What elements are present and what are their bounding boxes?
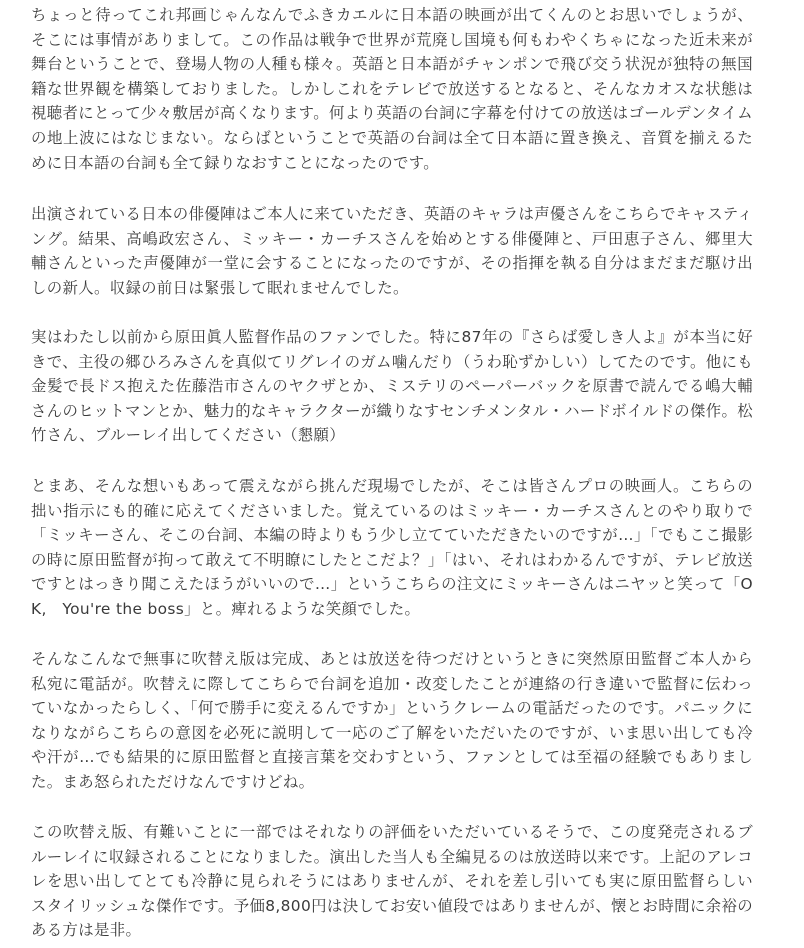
paragraph-director-fan: 実はわたし以前から原田眞人監督作品のファンでした。特に87年の『さらば愛しき人よ』が本当に好きで、主役の郷ひろみさんを真似てリグレイのガム噛んだり（うわ恥ずかしい）してたのです。他にも金髪で長ドス抱えた佐藤浩市さんのヤクザとか、ミステリのペーパーバックを原書で読んでる嶋大輔さんのヒットマンとか、魅力的なキャラクターが織りなすセンチメンタル・ハードボイルドの傑作。松竹さん、ブルーレイ出してください（懇願） [31, 328, 753, 445]
paragraph-intro: ちょっと待ってこれ邦画じゃんなんでふきカエルに日本語の映画が出てくんのとお思いでしょうが、そこには事情がありまして。この作品は戦争で世界が荒廃し国境も何もわやくちゃになった近未来が舞台ということで、登場人物の人種も様々。英語と日本語がチャンポンで飛び交う状況が独特の無国籍な世界観を構築しておりました。しかしこれをテレビで放送するとなると、そんなカオスな状態は視聴者にとって少々敷居が高くなります。何より英語の台詞に字幕を付けての放送はゴールデンタイムの地上波にはなじまない。ならばということで英語の台詞は全て日本語に置き換え、音質を揃えるために日本語の台詞も全て録りなおすことになったのです。 [31, 6, 753, 172]
paragraph-director-call: そんなこんなで無事に吹替え版は完成、あとは放送を待つだけというときに突然原田監督ご本人から私宛に電話が。吹替えに際してこちらで台詞を追加・改変したことが連絡の行き違いで監督に伝わっていなかったらしく、「何で勝手に変えるんですか」というクレームの電話だったのです。パニックになりながらこちらの意図を必死に説明して一応のご了解をいただいたのですが、いま思い出しても冷や汗が…でも結果的に原田監督と直接言葉を交わすという、ファンとしては至福の経験でもありました。まあ怒られただけなんですけどね。 [31, 650, 753, 791]
paragraph-casting: 出演されている日本の俳優陣はご本人に来ていただき、英語のキャラは声優さんをこちらでキャスティング。結果、高嶋政宏さん、ミッキー・カーチスさんを始めとする俳優陣と、戸田恵子さん、郷里大輔さんといった声優陣が一堂に会することになったのですが、その指揮を執る自分はまだまだ駆け出しの新人。収録の前日は緊張して眠れませんでした。 [31, 205, 753, 297]
paragraph-recording-session: とまあ、そんな想いもあって震えながら挑んだ現場でしたが、そこは皆さんプロの映画人。こちらの拙い指示にも的確に応えてくださいました。覚えているのはミッキー・カーチスさんとのやり取りで「ミッキーさん、そこの台詞、本編の時よりもう少し立てていただきたいのですが…」「でもここ撮影の時に原田監督が拘って敢えて不明瞭にしたとこだよ？」「はい、それはわかるんですが、テレビ放送ですとはっきり聞こえたほうがいいので…」というこちらの注文にミッキーさんはニヤッと笑って「OK, You're the boss」と。痺れるような笑顔でした。 [31, 477, 753, 618]
paragraph-bluray-release: この吹替え版、有難いことに一部ではそれなりの評価をいただいているそうで、この度発売されるブルーレイに収録されることになりました。演出した当人も全編見るのは放送時以来です。上記のアレコレを思い出してとても冷静に見られそうにはありませんが、それを差し引いても実に原田監督らしいスタイリッシュな傑作です。予価8,800円は決してお安い値段ではありませんが、懐とお時間に余裕のある方は是非。 [31, 823, 753, 940]
